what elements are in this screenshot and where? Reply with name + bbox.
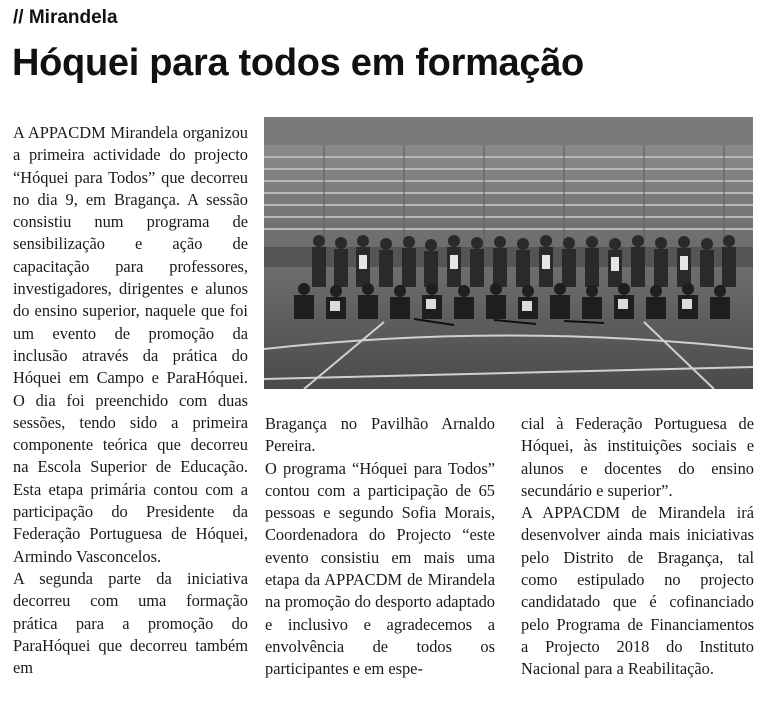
paragraph: cial à Federação Portuguesa de Hóquei, às instituições sociais e alunos e docentes do ensino secundário e superior”.: [521, 414, 754, 500]
article-column-3: [521, 413, 754, 681]
paragraph: Bragança no Pavilhão Arnaldo Pereira.: [265, 414, 495, 456]
section-tag: // Mirandela: [13, 7, 118, 28]
headline: Hóquei para todos em formação: [12, 42, 584, 84]
article-column-1: [13, 122, 248, 679]
paragraph: A APPACDM de Mirandela irá desenvolver ainda mais iniciativas pelo Distrito de Bragança, tal como estipulado no projecto candidatado que é cofinanciado pelo Programa de Financiamentos a Projecto 2018 do Instituto Nacional para a Reabilitação.: [521, 503, 754, 679]
paragraph: A segunda parte da iniciativa decorreu com uma formação prática para a promoção do ParaHóquei que decorreu também em: [13, 568, 248, 678]
group-photo-icon: [264, 117, 753, 389]
group-photo: [264, 117, 753, 389]
paragraph: O programa “Hóquei para Todos” contou com a participação de 65 pessoas e segundo Sofia Morais, Coordenadora do Projecto “este evento consistiu em mais uma etapa da APPACDM de Mirandela na promoção do desporto adaptado e inclusivo e agradecemos a envolvência de todos os participantes e em espe-: [265, 458, 495, 679]
article-column-2: [265, 413, 495, 681]
paragraph: A APPACDM Mirandela organizou a primeira actividade do projecto “Hóquei para Todos” que decorreu no dia 9, em Bragança. A sessão consistiu num programa de sensibilização e ação de capacitação para professores, investigadores, dirigentes e alunos do ensino superior, naquele que foi um evento de promoção da inclusão através da prática do Hóquei em Campo e ParaHóquei. O dia foi preenchido com duas sessões, tendo sido a primeira componente teórica que decorreu na Escola Superior de Educação. Esta etapa primária contou com a participação do Presidente da Federação Portuguesa de Hóquei, Armindo Vasconcelos.: [13, 123, 248, 566]
